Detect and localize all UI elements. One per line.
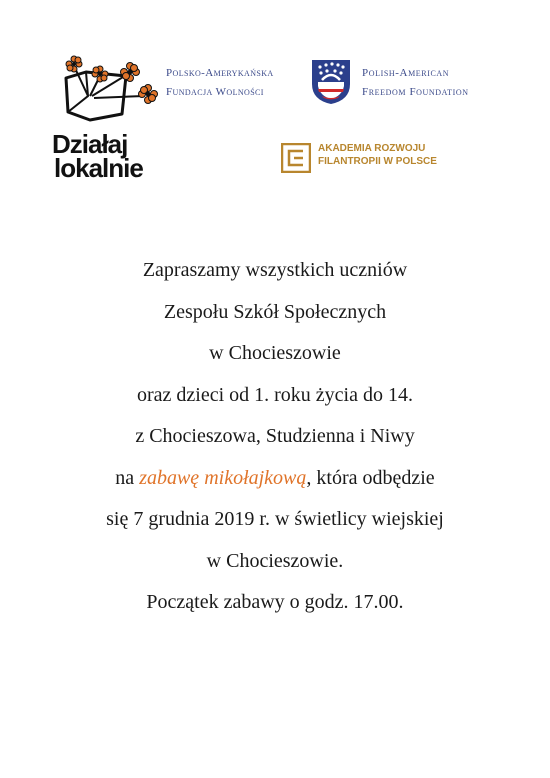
invitation-line-3: w Chocieszowie [209,342,341,364]
invitation-line-7: się 7 grudnia 2019 r. w świetlicy wiejskiej [106,508,444,530]
dzialaj-line1: Działaj [52,129,128,159]
invitation-line-4: oraz dzieci od 1. roku życia do 14. [136,383,413,406]
akademia-line2: FILANTROPII W POLSCE [318,156,437,167]
pafw-en-line1: Polish-American [362,67,450,79]
pafw-emblem-icon [308,56,354,106]
dzialaj-lokalnie-wordmark [52,129,164,183]
pafw-english-name [362,64,522,102]
flower-box-icon [52,52,164,132]
invitation-text [0,250,550,624]
dzialaj-lokalnie-logo [52,52,164,192]
pafw-polish-name [166,64,306,102]
pafw-en-line2: Freedom Foundation [362,86,469,98]
dzialaj-line2: lokalnie [54,153,143,183]
akademia-line1: AKADEMIA ROZWOJU [318,143,426,154]
invitation-line-6 [0,458,550,500]
line6-suffix: , która odbędzie [306,466,435,489]
invitation-line-9: Początek zabawy o godz. 17.00. [146,591,404,613]
event-name: zabawę mikołajkową [139,466,307,489]
invitation-line-2: Zespołu Szkół Społecznych [163,300,387,323]
invitation-line-8: w Chocieszowie. [206,549,344,572]
line6-prefix: na [115,466,140,489]
invitation-line-1: Zapraszamy wszystkich uczniów [142,259,408,281]
header-logos [0,0,550,200]
pafw-pl-line2: Fundacja Wolności [166,86,264,98]
akademia-icon [281,143,311,173]
invitation-line-5: z Chocieszowa, Studzienna i Niwy [135,425,415,447]
pafw-pl-line1: Polsko-Amerykańska [166,67,274,79]
akademia-wordmark [318,142,488,168]
